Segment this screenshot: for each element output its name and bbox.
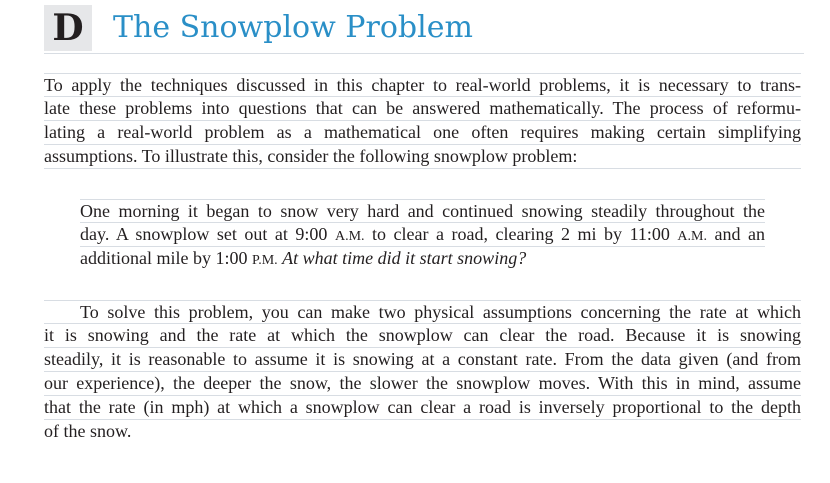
problem-line: [80, 247, 765, 271]
problem-text: day. A snowplow set out at 9:00: [80, 224, 335, 244]
problem-line: [80, 223, 765, 247]
problem-line: One morning it began to snow very hard and continued snowing steadily throughout the: [80, 201, 765, 221]
intro-paragraph: [44, 73, 801, 169]
problem-question: At what time did it start snowing?: [282, 248, 527, 268]
problem-text: and an: [706, 224, 765, 244]
problem-statement: [80, 199, 765, 271]
solution-line: of the snow.: [44, 421, 132, 441]
solution-line: it is snowing and the rate at which the snowplow can clear the road. Because it is snowing: [44, 324, 801, 348]
solution-line: steadily, it is reasonable to assume it is snowing at a constant rate. From the data given (and from: [44, 348, 801, 372]
section-heading: [44, 3, 804, 54]
time-am-label: A.M.: [677, 229, 707, 244]
section-letter-badge: D: [44, 5, 92, 51]
problem-text: to clear a road, clearing 2 mi by 11:00: [364, 224, 678, 244]
intro-line: assumptions. To illustrate this, consider the following snowplow problem:: [44, 145, 801, 169]
time-pm-label: P.M.: [251, 253, 278, 268]
section-title: The Snowplow Problem: [113, 10, 473, 45]
solution-line: that the rate (in mph) at which a snowplow can clear a road is inversely proportional to the depth: [44, 396, 801, 420]
solution-paragraph: [44, 300, 801, 444]
intro-line: lating a real-world problem as a mathematical one often requires making certain simplifying: [44, 121, 801, 145]
solution-line: To solve this problem, you can make two physical assumptions concerning the rate at which: [44, 300, 801, 324]
problem-text: additional mile by 1:00: [80, 248, 252, 268]
solution-line: our experience), the deeper the snow, the slower the snowplow moves. With this in mind, assume: [44, 372, 801, 396]
intro-line: late these problems into questions that can be answered mathematically. The process of reformu-: [44, 97, 801, 121]
time-am-label: A.M.: [334, 229, 365, 244]
intro-line: To apply the techniques discussed in this chapter to real-world problems, it is necessary to trans-: [44, 75, 801, 95]
